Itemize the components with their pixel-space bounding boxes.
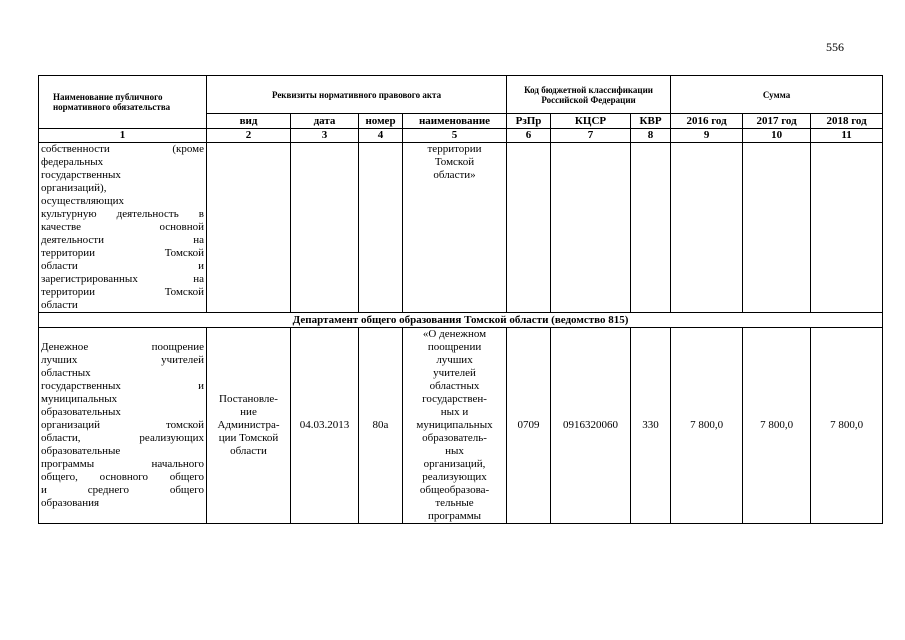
col-number: 11 — [811, 129, 883, 143]
text-line: реализующих — [422, 471, 487, 483]
col-number: 1 — [39, 129, 207, 143]
department-heading: Департамент общего образования Томской области (ведомство 815) — [39, 313, 883, 328]
obligation-name-cell — [39, 328, 207, 524]
text-line: и среднего общего — [41, 484, 204, 496]
col-header-kcsr: КЦСР — [551, 114, 631, 129]
text-line: образовательные — [41, 445, 121, 457]
col-number: 8 — [631, 129, 671, 143]
text-line: «О денежном — [422, 328, 487, 340]
act-name-cell — [403, 143, 507, 313]
col-number: 9 — [671, 129, 743, 143]
header-sum: Сумма — [671, 76, 883, 114]
rzpr-cell: 0709 — [507, 328, 551, 524]
text-line: территории Томской — [41, 286, 204, 298]
text-line: ции Томской — [218, 432, 279, 444]
col-number: 10 — [743, 129, 811, 143]
text-line: ных — [445, 445, 464, 457]
text-line: собственности (кроме — [41, 143, 204, 155]
text-line: государственных и — [41, 380, 204, 392]
kvr-cell: 330 — [631, 328, 671, 524]
text-line: общего, основного общего — [41, 471, 204, 483]
text-line: тельные — [435, 497, 474, 509]
col-header-type: вид — [207, 114, 291, 129]
text-line: организаций томской — [41, 419, 204, 431]
obligation-name-cell — [39, 143, 207, 313]
table-row — [39, 143, 883, 313]
text-line: организаций), — [41, 182, 107, 194]
text-line: качестве основной — [41, 221, 204, 233]
sum-2018-cell: 7 800,0 — [811, 328, 883, 524]
obligation-name-text — [41, 143, 204, 312]
act-type-text — [209, 393, 288, 458]
text-line: культурную деятельность в — [41, 208, 204, 220]
text-line: Томской — [434, 156, 475, 168]
text-line: федеральных — [41, 156, 104, 168]
text-line: государственных — [41, 169, 121, 181]
text-line: программы — [427, 510, 482, 522]
text-line: области, реализующих — [41, 432, 204, 444]
col-number: 6 — [507, 129, 551, 143]
text-line: лучших учителей — [41, 354, 204, 366]
col-header-date: дата — [291, 114, 359, 129]
col-number: 2 — [207, 129, 291, 143]
text-line: зарегистрированных на — [41, 273, 204, 285]
text-line: поощрении — [427, 341, 482, 353]
act-number-cell: 80а — [359, 328, 403, 524]
sum-2016-cell — [671, 143, 743, 313]
budget-table — [38, 75, 883, 524]
text-line: ние — [240, 406, 257, 418]
sum-2018-cell — [811, 143, 883, 313]
text-line: организаций, — [423, 458, 486, 470]
sum-2016-cell: 7 800,0 — [671, 328, 743, 524]
sum-2017-cell — [743, 143, 811, 313]
text-line: учителей — [433, 367, 476, 379]
header-row — [39, 76, 883, 114]
text-line: Администра- — [217, 419, 280, 431]
text-line: области — [230, 445, 267, 457]
text-line: территории Томской — [41, 247, 204, 259]
col-header-act-name: наименование — [403, 114, 507, 129]
col-header-2018: 2018 год — [811, 114, 883, 129]
rzpr-cell — [507, 143, 551, 313]
text-line: деятельности на — [41, 234, 204, 246]
act-type-cell — [207, 143, 291, 313]
obligation-name-text — [41, 341, 204, 510]
col-header-2016: 2016 год — [671, 114, 743, 129]
text-line: ных и — [440, 406, 469, 418]
act-type-cell — [207, 328, 291, 524]
col-number: 5 — [403, 129, 507, 143]
col-header-number: номер — [359, 114, 403, 129]
text-line: образования — [41, 497, 100, 509]
text-line: областных — [41, 367, 91, 379]
column-number-row — [39, 129, 883, 143]
col-number: 4 — [359, 129, 403, 143]
act-date-cell — [291, 143, 359, 313]
text-line: областных — [429, 380, 480, 392]
text-line: муниципальных — [416, 419, 493, 431]
text-line: программы начального — [41, 458, 204, 470]
text-line: лучших — [436, 354, 473, 366]
text-line: Постановле- — [219, 393, 278, 405]
text-line: области и — [41, 260, 204, 272]
act-name-text — [405, 143, 504, 182]
text-line: области — [41, 299, 78, 311]
text-line: общеобразова- — [419, 484, 490, 496]
kcsr-cell: 0916320060 — [551, 328, 631, 524]
col-header-kvr: КВР — [631, 114, 671, 129]
col-header-2017: 2017 год — [743, 114, 811, 129]
text-line: Денежное поощрение — [41, 341, 204, 353]
department-row — [39, 313, 883, 328]
act-name-cell — [403, 328, 507, 524]
act-number-cell — [359, 143, 403, 313]
text-line: осуществляющих — [41, 195, 124, 207]
col-header-rzpr: РзПр — [507, 114, 551, 129]
text-line: муниципальных — [41, 393, 118, 405]
table-row — [39, 328, 883, 524]
col-number: 7 — [551, 129, 631, 143]
text-line: государствен- — [422, 393, 487, 405]
header-obligation-name: Наименование публичного нормативного обязательства — [39, 76, 207, 129]
act-date-cell: 04.03.2013 — [291, 328, 359, 524]
header-budget-code: Код бюджетной классификации Российской Федерации — [507, 76, 671, 114]
kvr-cell — [631, 143, 671, 313]
act-name-text — [405, 328, 504, 523]
kcsr-cell — [551, 143, 631, 313]
text-line: территории — [427, 143, 482, 155]
header-legal-act: Реквизиты нормативного правового акта — [207, 76, 507, 114]
text-line: образовательных — [41, 406, 121, 418]
text-line: области» — [433, 169, 476, 181]
text-line: образователь- — [422, 432, 487, 444]
sum-2017-cell: 7 800,0 — [743, 328, 811, 524]
page-number: 556 — [826, 40, 844, 54]
col-number: 3 — [291, 129, 359, 143]
